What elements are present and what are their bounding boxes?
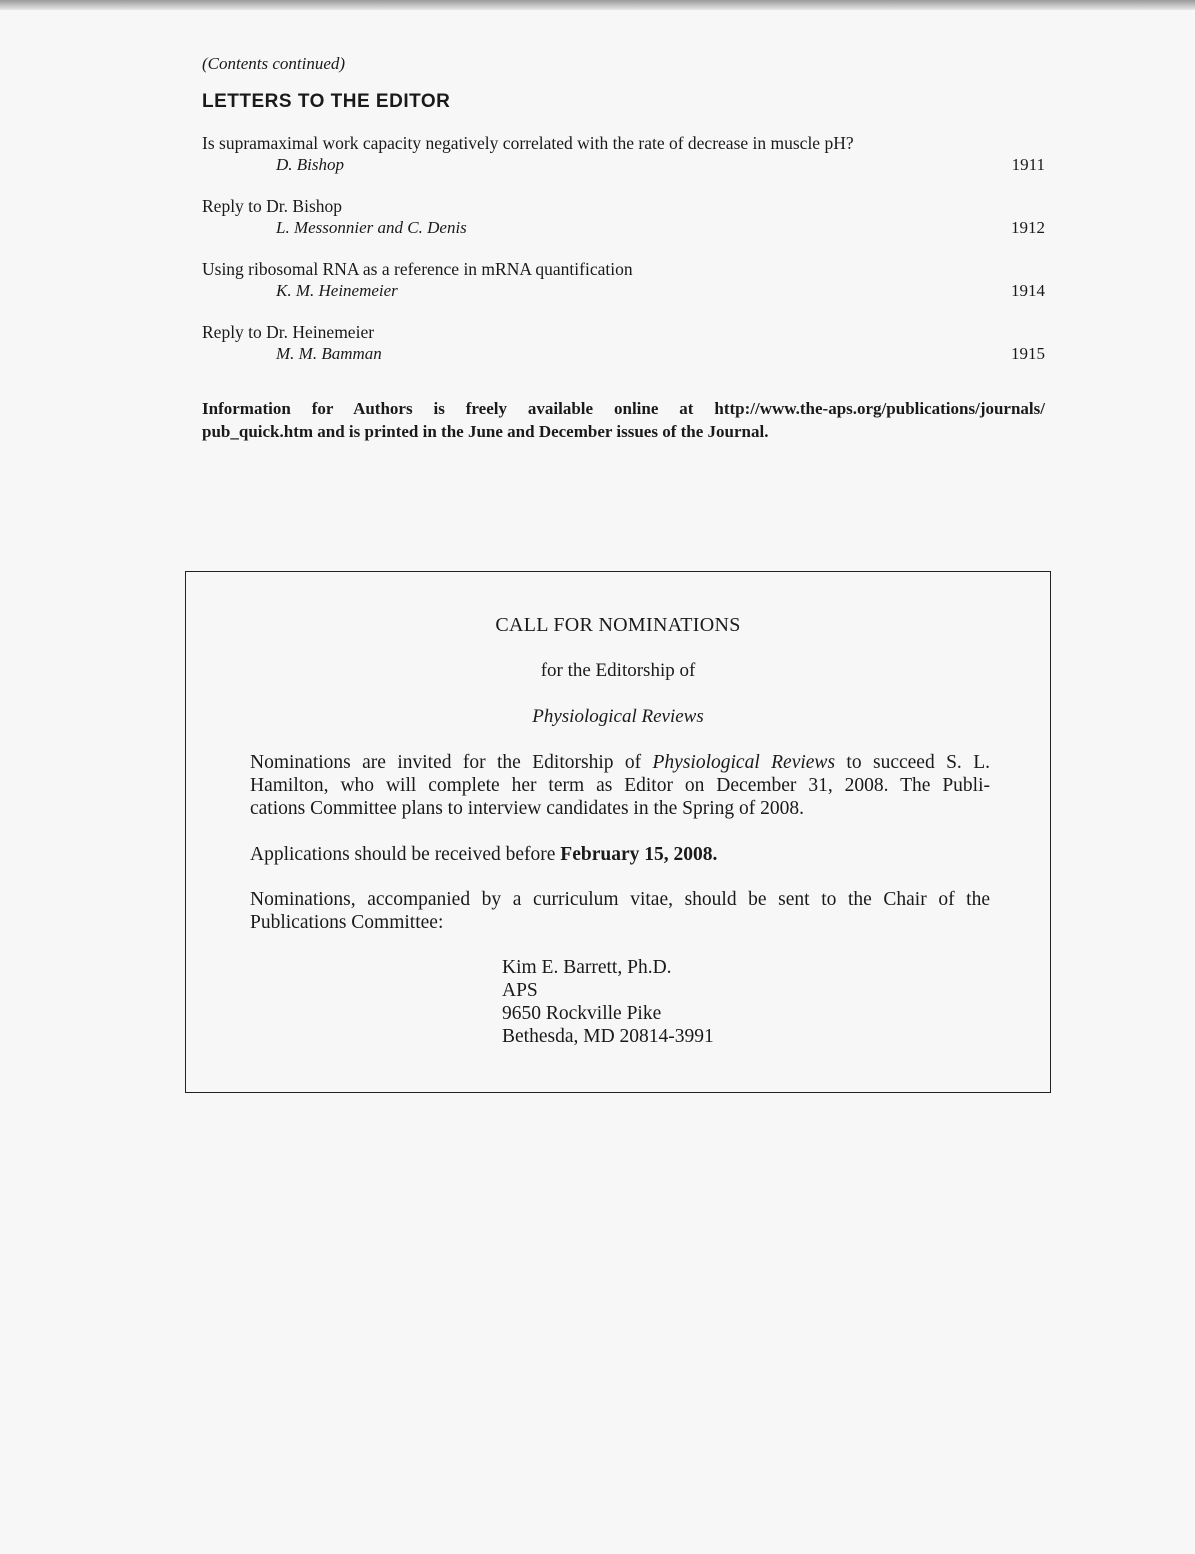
letter-entry — [202, 258, 1045, 321]
text-fragment: Applications should be received before — [250, 844, 561, 865]
cfn-paragraph-submission — [250, 888, 990, 934]
letter-title: Is supramaximal work capacity negatively correlated with the rate of decrease in muscle pH? — [202, 133, 854, 153]
cfn-journal-title: Physiological Reviews — [532, 706, 704, 727]
letters-list — [202, 132, 1045, 384]
address-name: Kim E. Barrett, Ph.D. — [502, 957, 672, 978]
paragraph-line: cations Committee plans to interview candidates in the Spring of 2008. — [250, 798, 805, 819]
text-fragment: to succeed S. L. — [835, 752, 990, 773]
cfn-paragraph-invitation — [250, 751, 990, 820]
letter-page-number: 1912 — [1011, 218, 1045, 237]
scan-edge — [0, 0, 1195, 10]
section-heading: LETTERS TO THE EDITOR — [202, 91, 451, 112]
call-for-nominations-box — [185, 571, 1051, 1093]
cfn-subheading: for the Editorship of — [540, 660, 696, 681]
info-note-line: pub_quick.htm and is printed in the June and December issues of the Journal. — [202, 422, 769, 441]
letter-title: Using ribosomal RNA as a reference in mRNA quantification — [202, 259, 633, 279]
mailing-address — [502, 956, 714, 1048]
paragraph-line: Publications Committee: — [250, 912, 444, 933]
letter-author: K. M. Heinemeier — [276, 281, 398, 300]
letter-author: L. Messonnier and C. Denis — [276, 218, 467, 237]
journal-name: Physiological Reviews — [652, 752, 836, 773]
cfn-paragraph-deadline — [250, 843, 990, 866]
letter-page-number: 1911 — [1011, 155, 1045, 174]
text-fragment: Nominations are invited for the Editorship of — [250, 752, 653, 773]
address-org: APS — [502, 980, 538, 1001]
letter-title: Reply to Dr. Heinemeier — [202, 322, 375, 342]
paragraph-line — [250, 751, 990, 774]
authors-info-note — [202, 397, 1052, 443]
letter-page-number: 1914 — [1011, 281, 1045, 300]
contents-continued-label: (Contents continued) — [202, 54, 346, 73]
info-note-line: Information for Authors is freely available online at http://www.the-aps.org/publications/journals/ — [202, 399, 1045, 418]
letter-author: M. M. Bamman — [276, 344, 382, 363]
paragraph-line: Nominations, accompanied by a curriculum vitae, should be sent to the Chair of the — [250, 889, 990, 910]
letter-entry — [202, 195, 1045, 258]
letter-entry — [202, 132, 1045, 195]
address-street: 9650 Rockville Pike — [502, 1003, 662, 1024]
letter-entry — [202, 321, 1045, 384]
letter-title: Reply to Dr. Bishop — [202, 196, 343, 216]
deadline-date: February 15, 2008. — [560, 844, 718, 865]
letter-page-number: 1915 — [1011, 344, 1045, 363]
cfn-heading: CALL FOR NOMINATIONS — [495, 614, 741, 636]
address-city: Bethesda, MD 20814-3991 — [502, 1026, 714, 1047]
letter-author: D. Bishop — [276, 155, 344, 174]
paragraph-line: Hamilton, who will complete her term as Editor on December 31, 2008. The Publi- — [250, 775, 990, 796]
